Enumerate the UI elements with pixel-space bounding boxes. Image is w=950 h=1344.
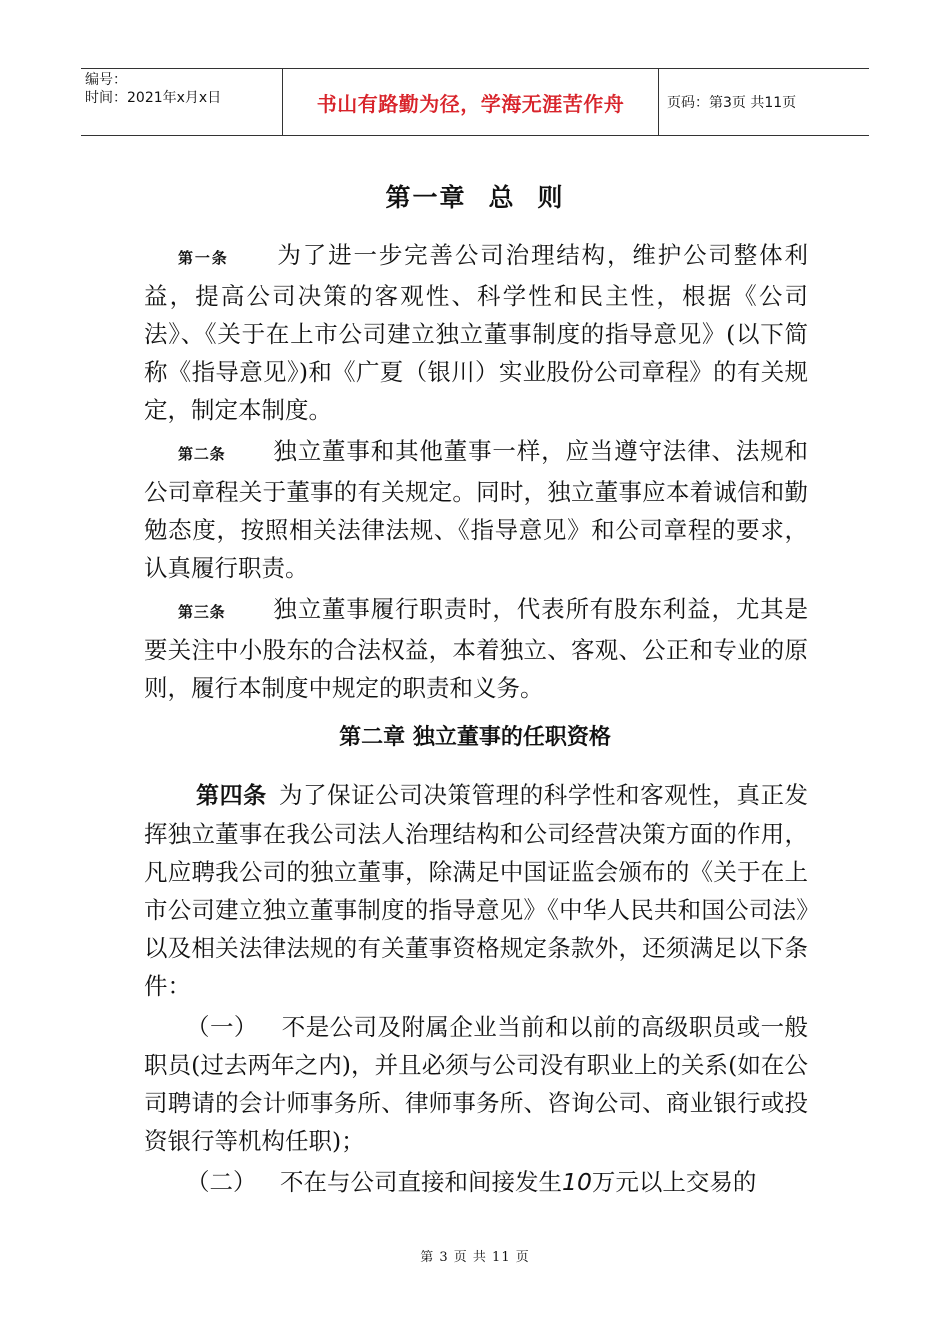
chapter-1-part2: 总	[488, 183, 516, 212]
header-page-info: 页码：第3页 共11页	[667, 95, 797, 111]
article-3-text: 独立董事履行职责时，代表所有股东利益，尤其是要关注中小股东的合法权益，本着独立、客观、公正和专业的原则，履行本制度中规定的职责和义务。	[144, 595, 808, 702]
item-1-text: 不是公司及附属企业当前和以前的高级职员或一般职员(过去两年之内)，并且必须与公司没有职业上的关系(如在公司聘请的会计师事务所、律师事务所、咨询公司、商业银行或投资银行等机构任职)；	[144, 1013, 809, 1155]
article-1-text: 为了进一步完善公司治理结构，维护公司整体利益，提高公司决策的客观性、科学性和民主性，根据《公司法》、《关于在上市公司建立独立董事制度的指导意见》(以下简称《指导意见》)和《广夏（银川）实业股份公司章程》的有关规定，制定本制度。	[144, 241, 808, 424]
article-2	[144, 432, 808, 587]
article-4-label: 第四条	[196, 783, 267, 809]
item-2	[144, 1163, 808, 1201]
article-4	[144, 776, 808, 1005]
item-2-text-after: 万元以上交易的	[591, 1168, 757, 1196]
item-1	[144, 1008, 808, 1160]
article-2-text: 独立董事和其他董事一样，应当遵守法律、法规和公司章程关于董事的有关规定。同时，独立董事应本着诚信和勤勉态度，按照相关法律法规、《指导意见》和公司章程的要求，认真履行职责。	[144, 437, 808, 582]
motto-text: 书山有路勤为径，学海无涯苦作舟	[316, 91, 625, 116]
item-2-text-before: 不在与公司直接和间接发生	[280, 1168, 562, 1196]
item-1-label: （一）	[186, 1013, 258, 1041]
header-motto-cell	[283, 69, 659, 135]
article-3	[144, 590, 808, 707]
page-header	[81, 68, 869, 136]
item-2-label: （二）	[186, 1168, 257, 1196]
chapter-1-part1: 第一章	[385, 183, 467, 212]
chapter-1-part3: 则	[537, 183, 565, 212]
chapter-1-title	[0, 178, 950, 214]
article-4-text: 为了保证公司决策管理的科学性和客观性，真正发挥独立董事在我公司法人治理结构和公司经营决策方面的作用，凡应聘我公司的独立董事，除满足中国证监会颁布的《关于在上市公司建立独立董事制度的指导意见》《中华人民共和国公司法》以及相关法律法规的有关董事资格规定条款外，还须满足以下条件：	[144, 781, 809, 1000]
chapter-2-title: 第二章 独立董事的任职资格	[339, 725, 611, 750]
header-left-cell	[81, 69, 283, 135]
article-1-label: 第一条	[178, 249, 229, 267]
article-1	[144, 236, 808, 429]
article-3-label: 第三条	[178, 603, 226, 621]
page-footer: 第 3 页 共 11 页	[420, 1250, 530, 1265]
number-label: 编号：	[85, 72, 127, 88]
article-2-label: 第二条	[178, 445, 226, 463]
item-2-amount: 10	[562, 1168, 592, 1196]
time-label: 时间：2021年x月x日	[85, 90, 222, 106]
